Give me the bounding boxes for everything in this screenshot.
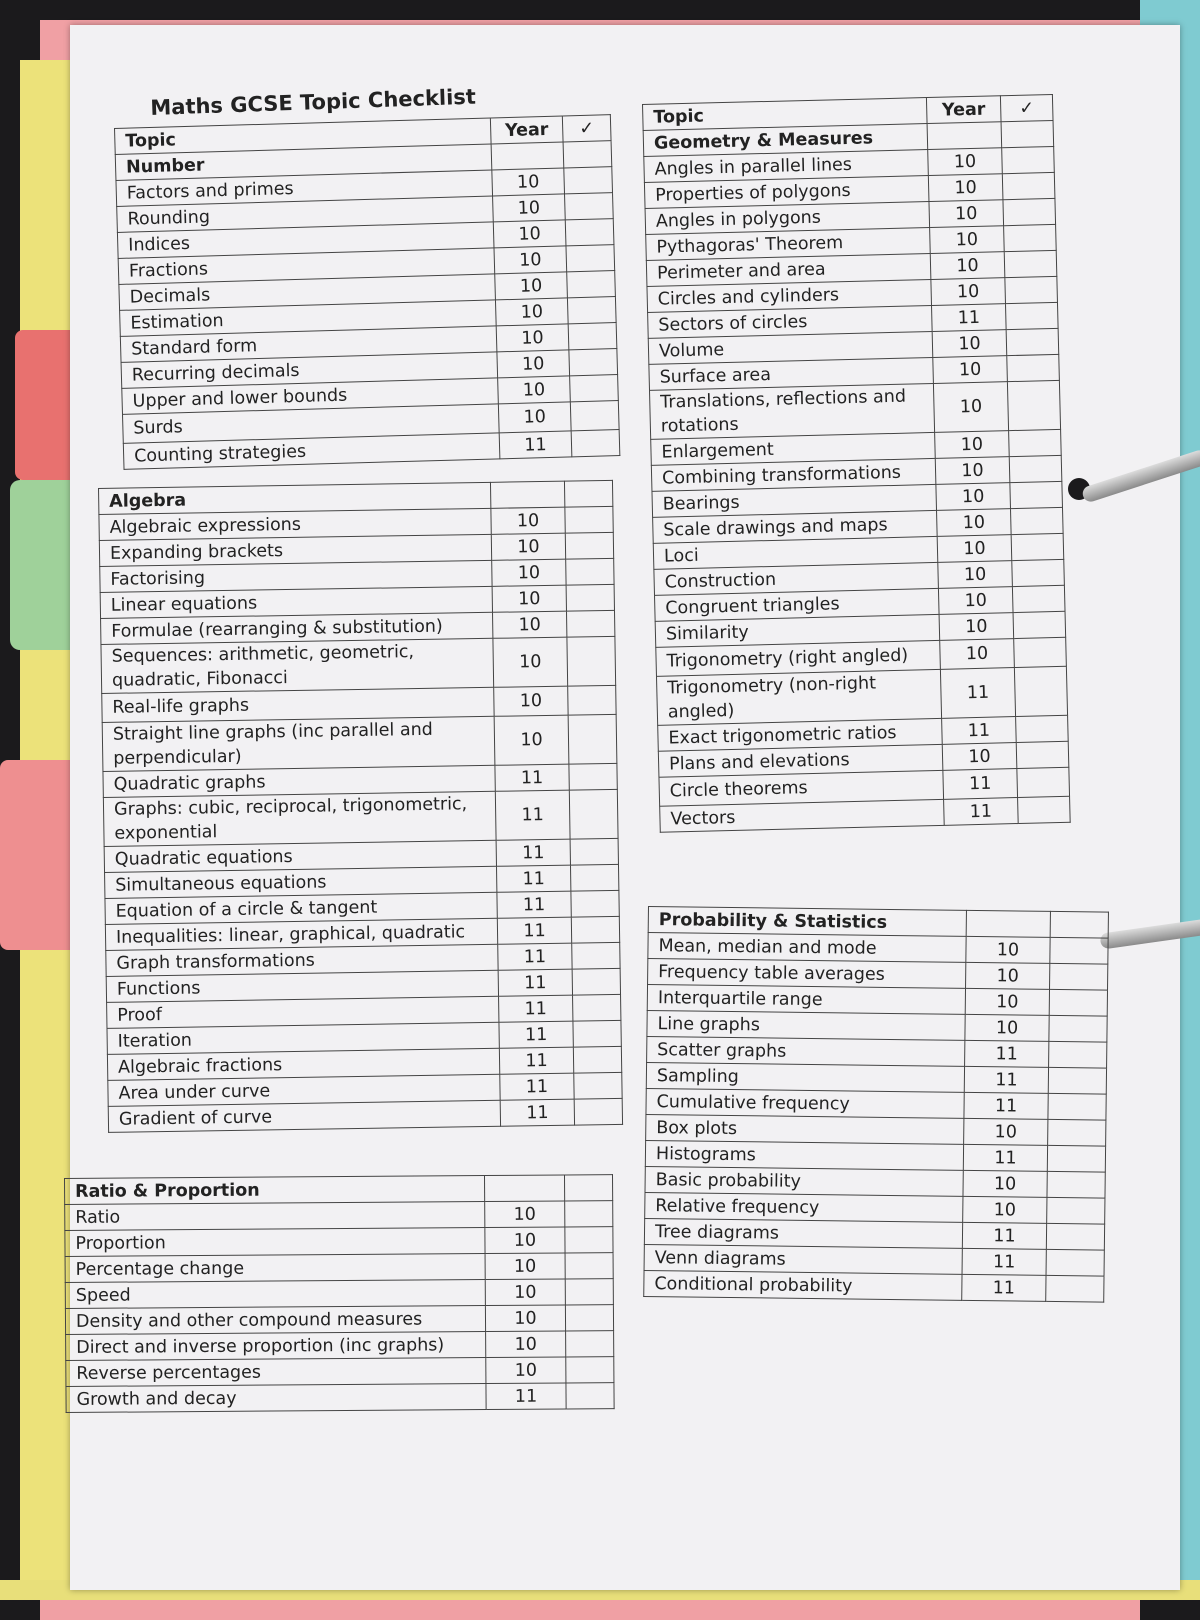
topic-cell: Sampling — [646, 1062, 964, 1092]
check-cell — [1001, 120, 1054, 147]
table-row — [66, 1331, 614, 1361]
tick-box[interactable] — [571, 916, 619, 943]
topic-cell: Estimation — [120, 300, 497, 336]
year-cell: 11 — [495, 790, 570, 840]
tick-box[interactable] — [569, 349, 618, 376]
topic-cell: Tree diagrams — [644, 1218, 962, 1248]
topic-cell: Surface area — [649, 357, 934, 390]
table-row — [102, 714, 617, 771]
year-column-header: Year — [926, 96, 1001, 124]
year-cell: 10 — [495, 298, 568, 326]
topic-cell: Bearings — [652, 484, 937, 517]
year-cell: 10 — [936, 483, 1011, 511]
tick-box[interactable] — [565, 532, 613, 559]
year-cell: 10 — [491, 507, 565, 534]
topic-cell: Quadratic equations — [104, 840, 496, 872]
topic-cell: Enlargement — [651, 432, 936, 465]
year-cell: 10 — [491, 533, 565, 560]
year-cell: 11 — [496, 865, 570, 892]
tick-box[interactable] — [565, 1279, 613, 1305]
topic-cell: Venn diagrams — [644, 1244, 962, 1274]
tick-box[interactable] — [1048, 1119, 1106, 1146]
topic-cell: Loci — [653, 536, 938, 569]
topic-cell: Perimeter and area — [646, 254, 931, 287]
year-cell: 11 — [962, 1274, 1046, 1301]
tick-box[interactable] — [1016, 741, 1069, 768]
tick-box[interactable] — [1046, 1275, 1104, 1302]
tick-box[interactable] — [1013, 611, 1066, 638]
year-column-header: Year — [490, 116, 563, 144]
topic-cell: Similarity — [655, 614, 940, 647]
tick-box[interactable] — [566, 584, 614, 611]
tick-box[interactable] — [566, 1383, 614, 1409]
topic-cell: Construction — [654, 562, 939, 595]
tick-box[interactable] — [570, 375, 619, 402]
number-table — [114, 114, 620, 470]
year-cell: 10 — [497, 350, 570, 378]
year-cell: 10 — [496, 324, 569, 352]
topic-cell: Reverse percentages — [66, 1358, 486, 1387]
topic-cell: Factorising — [100, 560, 492, 592]
topic-cell: Recurring decimals — [121, 352, 498, 388]
tick-box[interactable] — [1005, 276, 1058, 303]
tick-box[interactable] — [572, 942, 620, 969]
year-cell: 11 — [495, 764, 569, 791]
section-heading: Geometry & Measures — [643, 124, 928, 157]
topic-cell: Linear equations — [100, 586, 492, 618]
tick-box[interactable] — [1014, 637, 1067, 667]
tick-box[interactable] — [566, 245, 615, 272]
tick-box[interactable] — [1049, 989, 1107, 1016]
topic-cell: Proportion — [65, 1228, 485, 1257]
tick-box[interactable] — [568, 323, 617, 350]
check-cell — [564, 1175, 612, 1201]
year-cell — [484, 1175, 564, 1202]
tick-box[interactable] — [567, 297, 616, 324]
topic-cell: Congruent triangles — [655, 588, 940, 621]
topic-cell: Ratio — [65, 1202, 485, 1231]
tick-box[interactable] — [1047, 1145, 1105, 1172]
tick-box[interactable] — [573, 994, 621, 1021]
topic-cell: Percentage change — [65, 1254, 485, 1283]
year-cell: 10 — [495, 272, 568, 300]
year-cell: 10 — [485, 1253, 565, 1280]
year-cell: 10 — [929, 200, 1004, 228]
topic-cell: Real-life graphs — [102, 687, 494, 722]
year-cell: 10 — [963, 1196, 1047, 1223]
year-cell: 11 — [942, 717, 1017, 745]
tick-box[interactable] — [1047, 1171, 1105, 1198]
tick-box[interactable] — [1006, 328, 1059, 355]
tick-box[interactable] — [1048, 1093, 1106, 1120]
topic-cell: Trigonometry (non-right angled) — [656, 669, 941, 725]
year-cell — [491, 142, 564, 170]
year-cell: 11 — [964, 1092, 1048, 1119]
tick-box[interactable] — [1002, 172, 1055, 199]
year-cell: 10 — [493, 637, 568, 687]
table-row — [103, 789, 618, 846]
tick-box[interactable] — [1009, 429, 1062, 456]
tick-box[interactable] — [565, 1227, 613, 1253]
tick-box[interactable] — [565, 219, 614, 246]
year-cell: 10 — [485, 1279, 565, 1306]
topic-cell: Histograms — [645, 1140, 963, 1170]
section-heading: Probability & Statistics — [648, 907, 966, 937]
check-cell — [1050, 911, 1108, 938]
probability-table — [643, 906, 1109, 1303]
topic-cell: Inequalities: linear, graphical, quadratic — [105, 918, 497, 950]
topic-cell: Exact trigonometric ratios — [658, 718, 943, 751]
topic-cell: Translations, reflections and rotations — [649, 383, 934, 439]
tick-box[interactable] — [1049, 1015, 1107, 1042]
tick-box[interactable] — [1011, 533, 1064, 560]
tick-box[interactable] — [1046, 1223, 1104, 1250]
year-cell — [490, 481, 564, 508]
topic-cell: Vectors — [660, 799, 945, 832]
tick-box[interactable] — [566, 610, 614, 637]
year-cell: 10 — [930, 252, 1005, 280]
topic-cell: Interquartile range — [647, 985, 965, 1015]
year-cell: 11 — [965, 1040, 1049, 1067]
tick-box[interactable] — [570, 401, 619, 431]
topic-cell: Factors and primes — [116, 170, 493, 206]
tick-box[interactable] — [1050, 937, 1108, 964]
topic-cell: Graph transformations — [106, 944, 498, 976]
tick-box[interactable] — [571, 430, 620, 457]
topic-cell: Cumulative frequency — [646, 1088, 964, 1118]
year-cell: 11 — [497, 891, 571, 918]
topic-cell: Direct and inverse proportion (inc graphs) — [66, 1332, 486, 1361]
topic-cell: Combining transformations — [651, 458, 936, 491]
topic-cell: Circle theorems — [659, 770, 944, 806]
year-cell: 10 — [493, 220, 566, 248]
topic-cell: Gradient of curve — [108, 1100, 500, 1132]
geometry-table — [642, 94, 1071, 833]
topic-cell: Sequences: arithmetic, geometric, quadratic, Fibonacci — [101, 638, 494, 693]
topic-cell: Counting strategies — [123, 433, 500, 469]
topic-cell: Basic probability — [645, 1166, 963, 1196]
tick-box[interactable] — [565, 1201, 613, 1227]
year-cell: 10 — [964, 1118, 1048, 1145]
year-cell: 10 — [931, 278, 1006, 306]
tick-box[interactable] — [1012, 559, 1065, 586]
topic-cell: Scale drawings and maps — [653, 510, 938, 543]
topic-cell: Relative frequency — [645, 1192, 963, 1222]
topic-cell: Iteration — [107, 1022, 499, 1054]
tick-box[interactable] — [1012, 585, 1065, 612]
check-cell — [564, 480, 612, 507]
tick-box[interactable] — [574, 1098, 622, 1125]
year-cell: 11 — [964, 1066, 1048, 1093]
tick-box[interactable] — [1003, 198, 1056, 225]
year-cell: 11 — [497, 917, 571, 944]
year-cell: 10 — [937, 509, 1012, 537]
tick-box[interactable] — [1009, 455, 1062, 482]
table-row — [65, 1175, 613, 1205]
year-cell: 10 — [492, 559, 566, 586]
year-cell: 10 — [935, 431, 1010, 459]
topic-cell: Volume — [648, 331, 933, 364]
tick-box[interactable] — [1004, 250, 1057, 277]
tick-box[interactable] — [567, 271, 616, 298]
topic-cell: Fractions — [118, 248, 495, 284]
tick-box[interactable] — [573, 1020, 621, 1047]
topic-cell: Algebraic fractions — [107, 1048, 499, 1080]
tick-box[interactable] — [568, 685, 616, 715]
topic-cell: Mean, median and mode — [648, 933, 966, 963]
year-cell: 11 — [498, 969, 572, 996]
tick-box[interactable] — [565, 506, 613, 533]
section-heading: Number — [115, 144, 492, 180]
topic-cell: Speed — [65, 1280, 485, 1309]
tick-box[interactable] — [574, 1072, 622, 1099]
year-cell — [927, 122, 1002, 150]
year-cell: 11 — [500, 1099, 574, 1126]
tick-box[interactable] — [565, 1253, 613, 1279]
year-cell: 11 — [486, 1383, 566, 1410]
tick-box[interactable] — [1048, 1067, 1106, 1094]
year-cell: 10 — [963, 1170, 1047, 1197]
topic-cell: Indices — [117, 222, 494, 258]
year-cell: 11 — [500, 1073, 574, 1100]
year-cell: 10 — [485, 1305, 565, 1332]
year-cell: 11 — [499, 1021, 573, 1048]
section-heading: Algebra — [99, 482, 491, 514]
tick-box[interactable] — [566, 558, 614, 585]
tick-box[interactable] — [1016, 715, 1069, 742]
year-cell: 10 — [492, 585, 566, 612]
topic-cell: Plans and elevations — [658, 744, 943, 777]
topic-cell: Conditional probability — [644, 1270, 962, 1300]
tick-box[interactable] — [1018, 796, 1071, 823]
year-cell: 10 — [485, 1201, 565, 1228]
tick-box[interactable] — [1050, 963, 1108, 990]
topic-cell: Rounding — [117, 196, 494, 232]
tick-box[interactable] — [566, 1357, 614, 1383]
year-cell: 11 — [962, 1248, 1046, 1275]
year-cell: 10 — [935, 457, 1010, 485]
tick-box[interactable] — [570, 838, 618, 865]
year-cell: 11 — [932, 304, 1007, 332]
year-cell: 11 — [940, 668, 1015, 719]
year-cell: 11 — [496, 839, 570, 866]
year-cell: 10 — [933, 382, 1008, 433]
topic-cell: Pythagoras' Theorem — [646, 228, 931, 261]
tick-box[interactable] — [1017, 767, 1070, 797]
year-cell: 10 — [938, 561, 1013, 589]
tick-box[interactable] — [573, 1046, 621, 1073]
section-heading: Ratio & Proportion — [65, 1176, 485, 1205]
check-column-header: ✓ — [562, 115, 611, 142]
year-cell: 11 — [962, 1222, 1046, 1249]
algebra-table — [98, 480, 623, 1133]
topic-cell: Sectors of circles — [648, 305, 933, 338]
year-cell: 10 — [494, 715, 569, 765]
topic-cell: Line graphs — [647, 1010, 965, 1040]
topic-cell: Properties of polygons — [644, 176, 929, 209]
year-cell: 10 — [493, 611, 567, 638]
table-row — [644, 1270, 1104, 1302]
year-cell: 10 — [966, 936, 1050, 963]
year-cell: 10 — [965, 1014, 1049, 1041]
topic-cell: Graphs: cubic, reciprocal, trigonometric, exponential — [103, 791, 496, 846]
year-cell: 11 — [943, 769, 1018, 800]
tick-box[interactable] — [567, 636, 616, 686]
year-cell: 10 — [932, 330, 1007, 358]
topic-cell: Density and other compound measures — [65, 1306, 485, 1335]
topic-column-header: Topic — [643, 98, 928, 131]
tick-box[interactable] — [569, 763, 617, 790]
tick-box[interactable] — [1010, 481, 1063, 508]
tick-box[interactable] — [569, 789, 618, 839]
table-row — [65, 1305, 613, 1335]
year-cell: 10 — [492, 168, 565, 196]
year-cell: 10 — [939, 613, 1014, 641]
table-row — [65, 1227, 613, 1257]
topic-cell: Angles in parallel lines — [644, 150, 929, 183]
tick-box[interactable] — [570, 864, 618, 891]
tick-box[interactable] — [1010, 507, 1063, 534]
topic-cell: Trigonometry (right angled) — [656, 640, 941, 676]
topic-cell: Circles and cylinders — [647, 279, 932, 312]
topic-cell: Quadratic graphs — [103, 765, 495, 797]
year-cell: 11 — [499, 431, 572, 459]
topic-cell: Area under curve — [108, 1074, 500, 1106]
year-cell: 11 — [499, 1047, 573, 1074]
tick-box[interactable] — [1004, 224, 1057, 251]
topic-cell: Proof — [107, 996, 499, 1028]
tick-box[interactable] — [1049, 1041, 1107, 1068]
topic-cell: Algebraic expressions — [99, 508, 491, 540]
tick-box[interactable] — [1046, 1249, 1104, 1276]
year-cell: 10 — [966, 962, 1050, 989]
topic-cell: Equation of a circle & tangent — [105, 892, 497, 924]
topic-cell: Angles in polygons — [645, 202, 930, 235]
topic-cell: Expanding brackets — [99, 534, 491, 566]
tick-box[interactable] — [1007, 354, 1060, 381]
table-row — [65, 1253, 613, 1283]
tick-box[interactable] — [1014, 666, 1067, 716]
tick-box[interactable] — [571, 890, 619, 917]
topic-cell: Upper and lower bounds — [122, 378, 499, 414]
tick-box[interactable] — [565, 1305, 613, 1331]
year-cell: 11 — [963, 1144, 1047, 1171]
year-cell: 10 — [940, 639, 1015, 670]
tick-box[interactable] — [1007, 380, 1060, 430]
year-cell: 10 — [486, 1331, 566, 1358]
table-row — [65, 1279, 613, 1309]
year-cell: 11 — [499, 995, 573, 1022]
tick-box[interactable] — [564, 167, 613, 194]
check-cell — [563, 141, 612, 168]
topic-cell: Simultaneous equations — [105, 866, 497, 898]
year-cell: 10 — [494, 686, 568, 716]
year-cell — [966, 910, 1050, 937]
topic-cell: Surds — [122, 404, 499, 443]
tick-box[interactable] — [568, 714, 617, 764]
tick-box[interactable] — [572, 968, 620, 995]
page-title: Maths GCSE Topic Checklist — [150, 84, 477, 120]
check-column-header: ✓ — [1000, 94, 1053, 121]
year-cell: 10 — [494, 246, 567, 274]
table-row — [65, 1201, 613, 1231]
topic-cell: Decimals — [119, 274, 496, 310]
tick-box[interactable] — [565, 193, 614, 220]
year-cell: 10 — [937, 535, 1012, 563]
tick-box[interactable] — [1005, 302, 1058, 329]
year-cell: 10 — [938, 587, 1013, 615]
year-cell: 10 — [486, 1357, 566, 1384]
table-row — [66, 1357, 614, 1387]
year-cell: 10 — [933, 356, 1008, 384]
year-cell: 10 — [928, 148, 1003, 176]
year-cell: 10 — [485, 1227, 565, 1254]
topic-column-header: Topic — [115, 118, 492, 154]
ratio-table — [64, 1174, 615, 1413]
year-cell: 10 — [493, 194, 566, 222]
topic-cell: Growth and decay — [66, 1384, 486, 1413]
year-cell: 10 — [942, 743, 1017, 771]
year-cell: 10 — [498, 402, 571, 433]
table-row — [101, 636, 616, 693]
year-cell: 10 — [498, 376, 571, 404]
topic-cell: Standard form — [120, 326, 497, 362]
tick-box[interactable] — [566, 1331, 614, 1357]
year-cell: 11 — [498, 943, 572, 970]
topic-cell: Scatter graphs — [647, 1036, 965, 1066]
tick-box[interactable] — [1002, 146, 1055, 173]
topic-cell: Straight line graphs (inc parallel and perpendicular) — [102, 716, 495, 771]
topic-cell: Functions — [106, 970, 498, 1002]
topic-cell: Box plots — [646, 1114, 964, 1144]
topic-cell: Frequency table averages — [648, 959, 966, 989]
tick-box[interactable] — [1047, 1197, 1105, 1224]
year-cell: 11 — [944, 798, 1019, 826]
year-cell: 10 — [965, 988, 1049, 1015]
year-cell: 10 — [928, 174, 1003, 202]
year-cell: 10 — [930, 226, 1005, 254]
table-row — [66, 1383, 614, 1413]
topic-cell: Formulae (rearranging & substitution) — [101, 612, 493, 644]
